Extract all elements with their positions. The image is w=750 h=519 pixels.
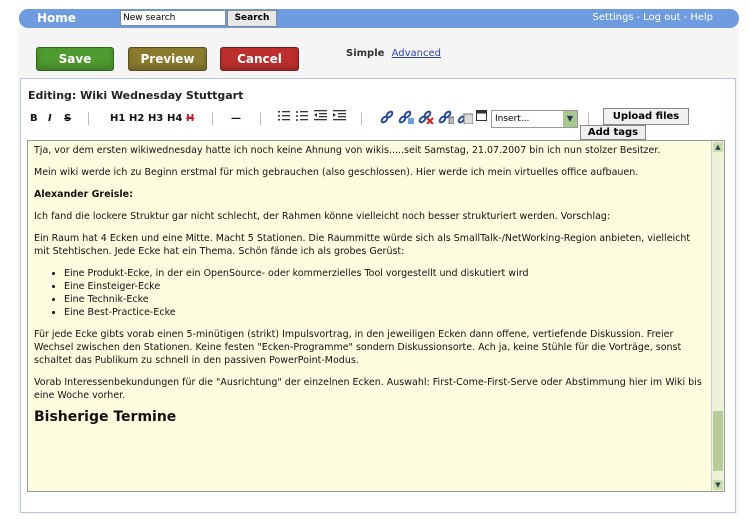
link-separator: - bbox=[636, 12, 641, 23]
search-input[interactable]: New search bbox=[120, 10, 226, 26]
paragraph: Tja, vor dem ersten wikiwednesday hatte ich noch keine Ahnung von wikis.....seit Samstag, 21.07.2007 bin ich nun stolzer Besitzer. bbox=[34, 145, 661, 156]
settings-link[interactable]: Settings bbox=[592, 12, 634, 23]
preview-button[interactable]: Preview bbox=[128, 47, 207, 71]
wiki-link-icon[interactable] bbox=[398, 110, 414, 128]
bullet-list-icon[interactable] bbox=[296, 110, 308, 128]
scroll-up-icon[interactable]: ▲ bbox=[713, 142, 723, 152]
toolbar-divider bbox=[260, 112, 261, 125]
cancel-button[interactable]: Cancel bbox=[220, 47, 299, 71]
subheading: Bisherige Termine bbox=[34, 409, 177, 425]
paragraph: Ein Raum hat 4 Ecken und eine Mitte. Macht 5 Stationen. Die Raummitte würde sich als SmallTalk-/NetWorking-Region anbieten, vielleicht mit Stehtischen. Jede Ecke hat ein Thema. Schön fände ich als grobes Gerüst: bbox=[34, 233, 691, 257]
scrollbar-thumb[interactable] bbox=[713, 411, 723, 471]
search-button[interactable]: Search bbox=[227, 10, 277, 27]
scroll-down-icon[interactable]: ▼ bbox=[713, 480, 723, 490]
save-button[interactable]: Save bbox=[36, 47, 114, 71]
document-content bbox=[34, 144, 704, 433]
italic-button[interactable]: I bbox=[48, 113, 52, 124]
mode-advanced-link[interactable]: Advanced bbox=[391, 48, 442, 59]
paragraph: Für jede Ecke gibts vorab einen 5-minütigen (strikt) Impulsvortrag, in den jeweiligen Ecken dann offene, vertiefende Diskussion. Freier Wechsel zwischen den Stationen. Keine festen "Ecken-Programme" sondern Diskussionsorte. Ach ja, keine Stühle für die Vorträge, sonst schaltet das Publikum zu schnell in den passiven PowerPoint-Modus. bbox=[34, 329, 682, 366]
help-link[interactable]: Help bbox=[690, 12, 713, 23]
list-item: • Eine Einsteiger-Ecke bbox=[64, 280, 704, 293]
bold-button[interactable]: B bbox=[30, 113, 38, 124]
h4-button[interactable]: H4 bbox=[167, 113, 183, 124]
image-icon[interactable] bbox=[457, 110, 473, 128]
bullet-list bbox=[34, 267, 704, 319]
unlink-icon[interactable] bbox=[418, 110, 434, 128]
mode-simple-label: Simple bbox=[346, 48, 385, 59]
horizontal-rule-button[interactable]: — bbox=[231, 113, 241, 124]
add-tags-button[interactable]: Add tags bbox=[580, 125, 646, 140]
h1-button[interactable]: H1 bbox=[110, 113, 126, 124]
toolbar-divider bbox=[88, 112, 89, 125]
logout-link[interactable]: Log out bbox=[643, 12, 681, 23]
insert-select[interactable] bbox=[491, 110, 578, 128]
strikethrough-button[interactable]: S bbox=[64, 113, 72, 124]
clear-heading-button[interactable]: H bbox=[186, 113, 195, 124]
toolbar-divider bbox=[588, 112, 589, 125]
list-item: • Eine Produkt-Ecke, in der ein OpenSource- oder kommerzielles Tool vorgestellt und diskutiert wird bbox=[64, 267, 704, 280]
insert-select-value: Insert... bbox=[495, 114, 530, 124]
page-title: Editing: Wiki Wednesday Stuttgart bbox=[28, 89, 244, 102]
h2-button[interactable]: H2 bbox=[129, 113, 145, 124]
toolbar-divider bbox=[361, 112, 362, 125]
vertical-scrollbar[interactable] bbox=[711, 141, 724, 491]
editor-mode-switch bbox=[346, 48, 441, 59]
editor-textarea[interactable] bbox=[27, 140, 725, 492]
toolbar-divider bbox=[212, 112, 213, 125]
home-link[interactable]: Home bbox=[37, 11, 76, 25]
top-links bbox=[593, 12, 713, 23]
top-navigation-bar bbox=[19, 9, 739, 28]
paragraph: Mein wiki werde ich zu Beginn erstmal für mich gebrauchen (also geschlossen). Hier werde ich mein virtuelles office aufbauen. bbox=[34, 167, 639, 178]
h3-button[interactable]: H3 bbox=[148, 113, 164, 124]
chevron-down-icon[interactable]: ▼ bbox=[563, 111, 577, 127]
numbered-list-icon[interactable] bbox=[278, 110, 290, 128]
table-icon[interactable] bbox=[476, 110, 487, 128]
upload-files-button[interactable]: Upload files bbox=[603, 108, 689, 125]
link-separator: - bbox=[683, 12, 688, 23]
indent-icon[interactable] bbox=[333, 110, 346, 128]
outdent-icon[interactable] bbox=[314, 110, 327, 128]
attachment-link-icon[interactable] bbox=[438, 110, 454, 128]
paragraph: Vorab Interessenbekundungen für die "Ausrichtung" der einzelnen Ecken. Auswahl: First-Come-First-Serve oder Abstimmung hier im Wiki bis eine Woche vorher. bbox=[34, 377, 702, 401]
paragraph: Ich fand die lockere Struktur gar nicht schlecht, der Rahmen könne vielleicht noch besser strukturiert werden. Vorschlag: bbox=[34, 211, 611, 222]
link-icon[interactable] bbox=[380, 110, 394, 128]
section-heading: Alexander Greisle: bbox=[34, 189, 133, 200]
list-item: • Eine Technik-Ecke bbox=[64, 293, 704, 306]
list-item: • Eine Best-Practice-Ecke bbox=[64, 306, 704, 319]
